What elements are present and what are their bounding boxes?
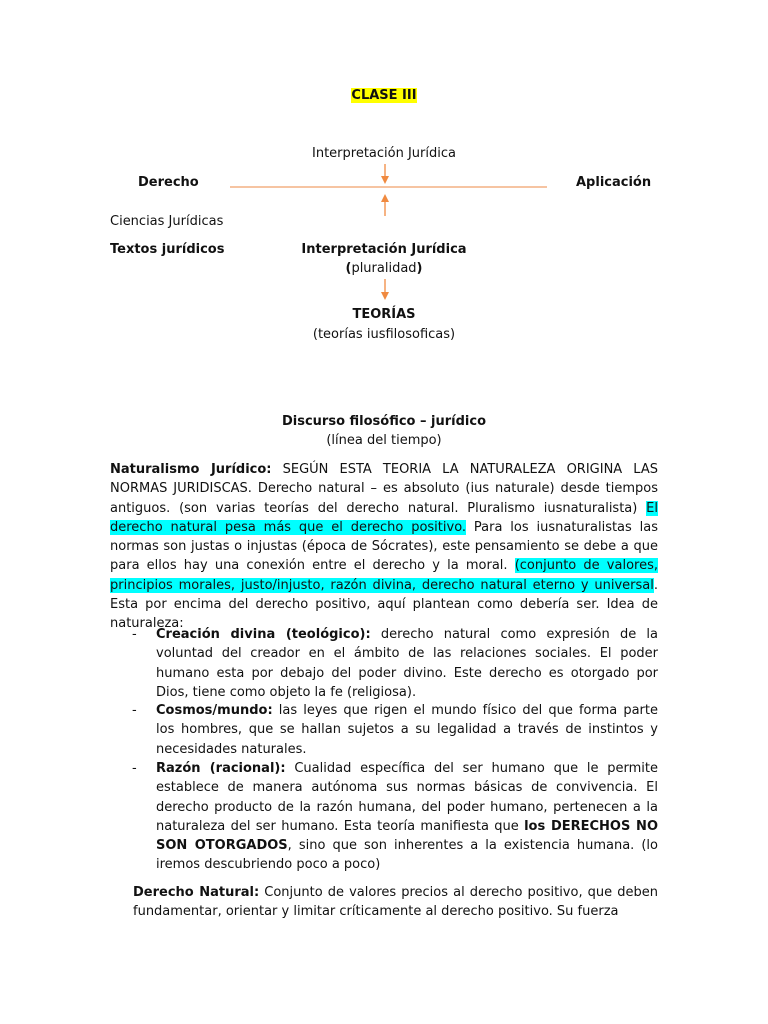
para1-text-1: SEGÚN ESTA TEORIA LA NATURALEZA ORIGINA LAS NORMAS JURIDISCAS. Derecho natural – es absoluto (ius naturale) desde tiempos antiguos. (son varias teorías del derecho natural. Pluralismo iusnaturalista) (110, 462, 658, 516)
para1-text-2: Para los iusnaturalistas las normas son justas o injustas (época de Sócrates), este pensamiento se debe a que para ellos hay una conexión entre el derecho y la moral. (110, 519, 658, 574)
diagram-bottom-label: TEORÍAS (352, 307, 416, 322)
para2-text: Conjunto de valores precios al derecho positivo, que deben fundamentar, orientar y limitar críticamente al derecho positivo. Su fuerza (133, 885, 658, 920)
diagram-bottom-sub: (teorías iusfilosoficas) (312, 327, 456, 342)
bullet-2-lead: Cosmos/mundo: (156, 703, 273, 718)
diagram-top-label: Interpretación Jurídica (312, 146, 456, 161)
diagram-left-label: Derecho (138, 175, 199, 190)
para2-lead: Derecho Natural: (133, 885, 260, 900)
diagram-center-sub: (pluralidad) (345, 261, 423, 276)
para1-highlight-2: (conjunto de valores, principios morales, justo/injusto, razón divina, derecho natural eterno y universal (110, 558, 658, 593)
diagram-left-sub: Ciencias Jurídicas (110, 214, 224, 229)
para1-highlight-1: El derecho natural pesa más que el derecho positivo. (110, 500, 658, 535)
bullet-3-lead: Razón (racional): (156, 761, 286, 776)
bullet-item-cosmos (156, 701, 658, 759)
bullet-item-razon (156, 759, 658, 875)
para1-lead: Naturalismo Jurídico: (110, 462, 272, 477)
title-highlight: CLASE III (351, 88, 417, 103)
bullet-3-text-b: , sino que son inherentes a la existencia humana. (lo iremos descubriendo poco a poco) (156, 838, 658, 873)
diagram-center-label: Interpretación Jurídica (301, 242, 467, 257)
section-heading: Discurso filosófico – jurídico (281, 414, 487, 429)
paragraph-naturalismo (110, 460, 658, 634)
diagram-right-label: Aplicación (576, 175, 652, 190)
bullet-dash-1: - (132, 627, 137, 642)
diagram-left-sub2: Textos jurídicos (110, 242, 225, 257)
bullet-dash-2: - (132, 703, 137, 718)
bullet-dash-3: - (132, 761, 137, 776)
bullet-2-text: las leyes que rigen el mundo físico del que forma parte los hombres, que se hallan sujetos a su legalidad a través de instintos y necesidades naturales. (156, 703, 658, 757)
diagram-center-sub-text: pluralidad (351, 261, 417, 276)
bullet-item-creacion-divina (156, 625, 658, 702)
section-subheading: (línea del tiempo) (326, 433, 442, 448)
bullet-1-lead: Creación divina (teológico): (156, 627, 371, 642)
paragraph-derecho-natural (133, 883, 658, 922)
bullet-3-text-a: Cualidad específica del ser humano que le permite establece de manera autónoma sus normas básicas de convivencia. El derecho producto de la razón humana, del poder humano, pertenecen a la naturaleza del ser humano. Esta teoría manifiesta que (156, 761, 659, 834)
bullet-3-strong: los DERECHOS NO SON OTORGADOS (156, 818, 658, 854)
para1-text-3: . Esta por encima del derecho positivo, aquí plantean como debería ser. Idea de naturaleza: (110, 577, 658, 632)
bullet-1-text: derecho natural como expresión de la voluntad del creador en el ámbito de las relaciones sociales. El poder humano esta por debajo del poder divino. Este derecho es otorgado por Dios, tiene como objeto la fe (religiosa). (156, 627, 658, 700)
